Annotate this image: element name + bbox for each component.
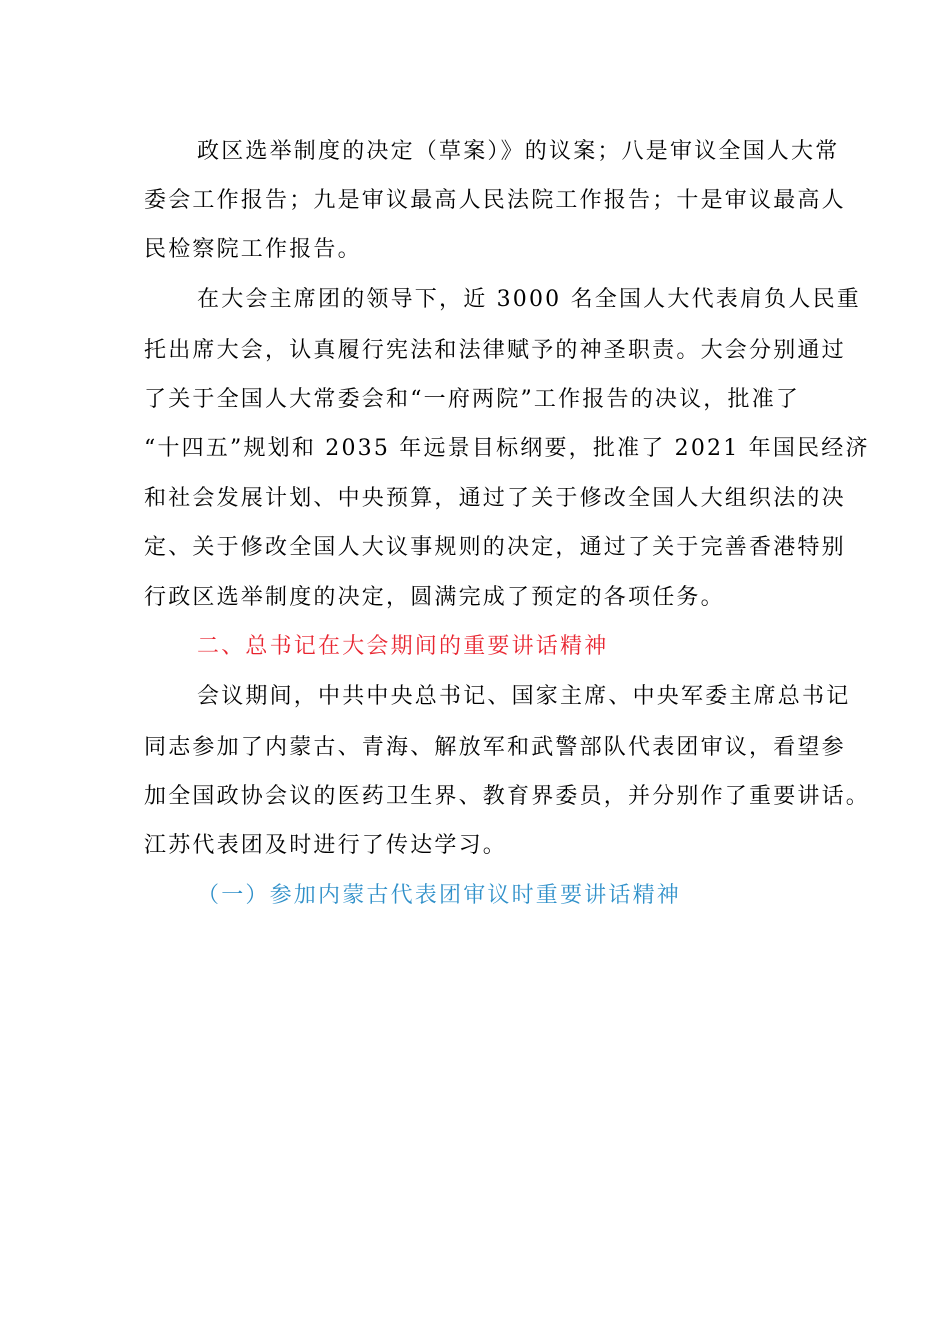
paragraph-3-line-3: 加全国政协会议的医药卫生界、教育界委员，并分别作了重要讲话。 [144, 784, 871, 809]
paragraph-1-line-2: 委会工作报告；九是审议最高人民法院工作报告；十是审议最高人 [144, 188, 846, 213]
section-heading-2: 二、总书记在大会期间的重要讲话精神 [197, 634, 609, 659]
paragraph-2-line-7: 行政区选举制度的决定，圆满完成了预定的各项任务。 [144, 585, 725, 610]
paragraph-2-line-4: “十四五”规划和 2035 年远景目标纲要，批准了 2021 年国民经济 [144, 436, 870, 461]
subsection-heading-1: （一）参加内蒙古代表团审议时重要讲话精神 [197, 883, 682, 908]
paragraph-2-line-1: 在大会主席团的领导下，近 3000 名全国人大代表肩负人民重 [197, 287, 861, 312]
paragraph-2-line-6: 定、关于修改全国人大议事规则的决定，通过了关于完善香港特别 [144, 535, 846, 560]
paragraph-1-line-1: 政区选举制度的决定（草案）》的议案；八是审议全国人大常 [197, 139, 840, 164]
paragraph-2-line-3: 了关于全国人大常委会和“一府两院”工作报告的决议，批准了 [144, 387, 801, 412]
paragraph-1-line-3: 民检察院工作报告。 [144, 237, 362, 262]
paragraph-2-line-5: 和社会发展计划、中央预算，通过了关于修改全国人大组织法的决 [144, 486, 846, 511]
paragraph-3-line-2: 同志参加了内蒙古、青海、解放军和武警部队代表团审议，看望参 [144, 735, 846, 760]
paragraph-2-line-2: 托出席大会，认真履行宪法和法律赋予的神圣职责。大会分别通过 [144, 338, 846, 363]
paragraph-3-line-1: 会议期间，中共中央总书记、国家主席、中央军委主席总书记 [197, 684, 851, 709]
paragraph-3-line-4: 江苏代表团及时进行了传达学习。 [144, 833, 508, 858]
